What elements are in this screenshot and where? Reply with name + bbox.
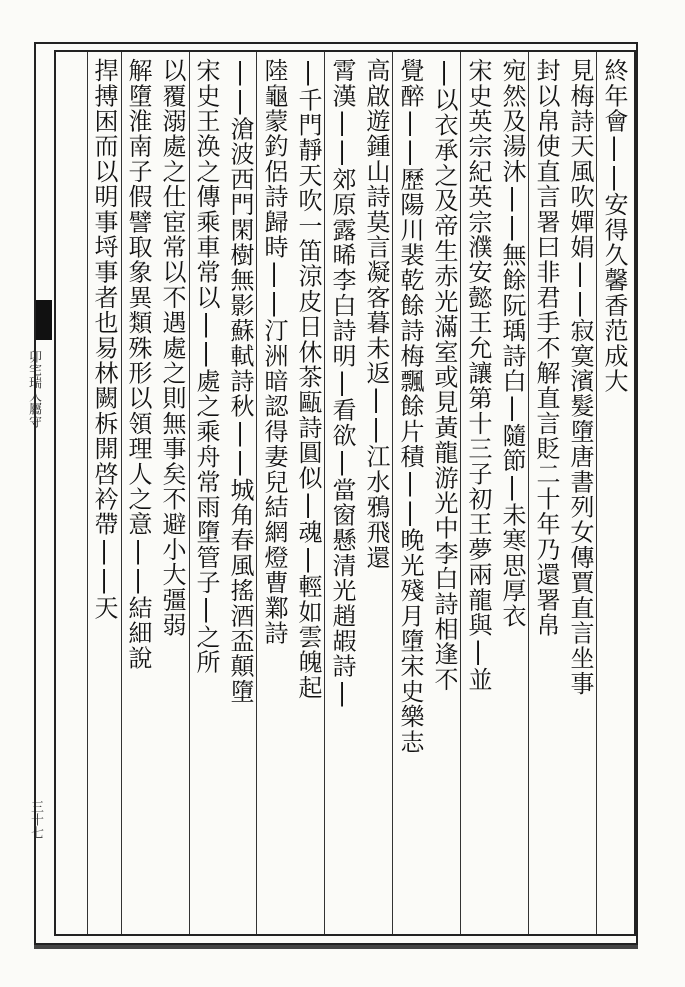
text-column-10: |千門靜天吹一笛涼皮日休茶甌詩圓似|魂|輕如雲魄起	[294, 58, 322, 700]
text-column-11: 陸龜蒙釣侶詩歸時||汀洲暗認得妻兒結網燈曹鄴詩	[260, 58, 288, 646]
page-bottom-edge	[34, 945, 638, 949]
text-column-14: 以覆溺處之仕宦常以不遇處之則無事矣不避小大彊弱	[158, 58, 186, 638]
page-number: 三十七	[28, 800, 43, 839]
margin-title: 卯宅瑞人屬守	[26, 350, 41, 428]
text-column-6: |以衣承之及帝生赤光滿室或見黃龍游光中李白詩相逢不	[430, 58, 458, 692]
text-column-7: 覺醉||歷陽川裴乾餘詩梅飄餘片積||晚光殘月墮宋史樂志	[396, 58, 424, 755]
text-column-3: 封以帛使直言署曰非君手不解直言貶二十年乃還署帛	[532, 58, 560, 638]
text-column-12: ||滄波西門閑樹無影蘇軾詩秋||城角春風搖酒盃顛墮	[226, 58, 254, 704]
text-column-15: 解墮淮南子假譬取象異類殊形以領理人之意||結細說	[124, 58, 152, 671]
text-column-13: 宋史王涣之傳乘車常以||處之乘舟常雨墮管子|之所	[192, 58, 220, 675]
text-column-4: 宛然及湯沐||無餘阮瑀詩白|隨節|未寒思厚衣	[498, 58, 526, 629]
text-column-5: 宋史英宗紀英宗濮安懿王允讓第十三子初王夢兩龍與|並	[464, 58, 492, 692]
text-column-16: 捍搏困而以明事埒事者也易林闕柝開啓衿帶||天	[90, 58, 118, 621]
text-column-8: 高啟遊鍾山詩莫言凝客暮未返||江水鴉飛還	[362, 58, 390, 570]
text-column-9: 霄漢||郊原露晞李白詩明|看欲|當窗懸清光趙嘏詩|	[328, 58, 356, 708]
text-column-1: 終年會||安得久馨香范成大	[600, 58, 628, 394]
text-column-2: 見梅詩天風吹嬋娟||寂寞濱髮墮唐書列女傳賈直言坐事	[566, 58, 594, 696]
